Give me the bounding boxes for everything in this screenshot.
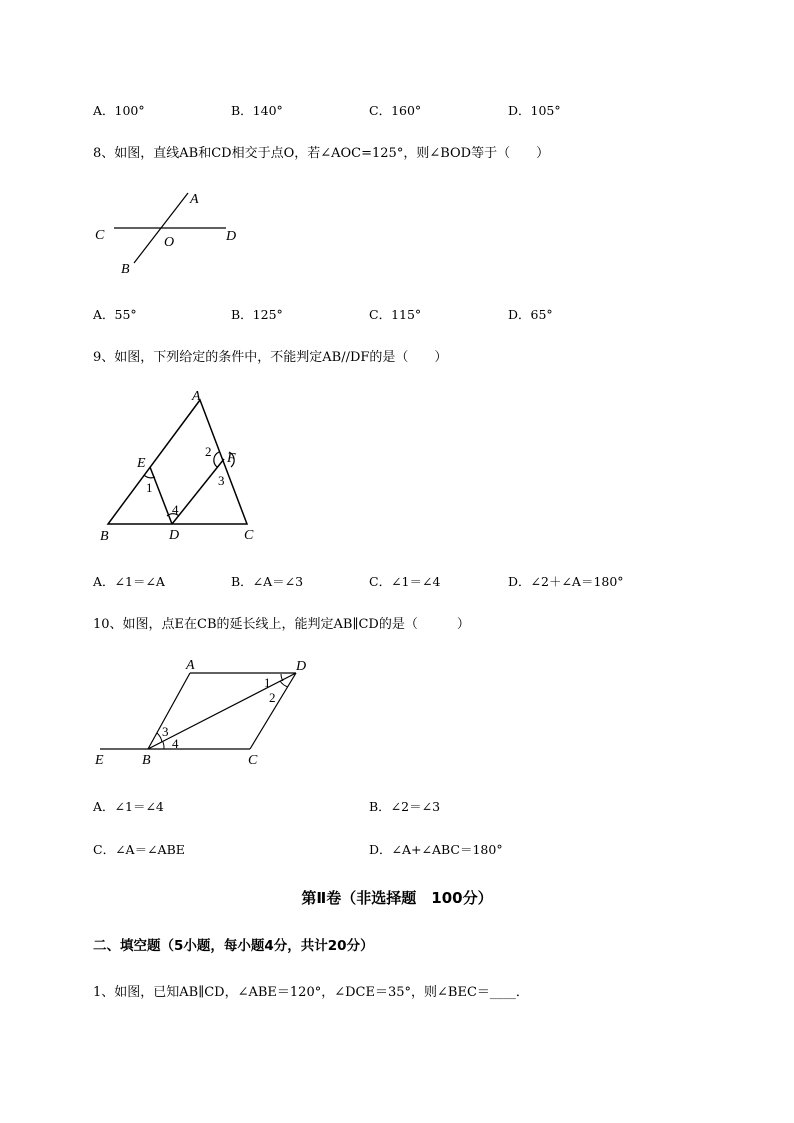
q9-angle-2: 2 — [205, 444, 212, 459]
q8-stem: 8、如图，直线AB和CD相交于点O，若∠AOC=125°，则∠BOD等于（ ） — [93, 146, 550, 161]
q9-label-a: A — [192, 389, 201, 404]
q9-label-d: D — [169, 528, 180, 543]
q10-option-d: D．∠A+∠ABC＝180° — [369, 842, 503, 857]
q7-option-d: D．105° — [508, 103, 561, 118]
q8-label-c: C — [95, 228, 105, 243]
segment-df — [172, 459, 224, 524]
q8-label-o: O — [164, 235, 175, 250]
q9-stem: 9、如图，下列给定的条件中，不能判定AB//DF的是（ ） — [93, 350, 448, 365]
q9-label-b: B — [100, 529, 109, 544]
q9-angle-1: 1 — [146, 480, 153, 495]
q7-option-a: A．100° — [93, 103, 145, 118]
part2-title: 第Ⅱ卷（非选择题 100分） — [301, 889, 493, 907]
q10-angle-3: 3 — [162, 724, 169, 739]
q10-label-d: D — [296, 659, 307, 674]
q8-figure — [90, 185, 250, 280]
q10-label-c: C — [248, 753, 258, 768]
q10-option-b: B．∠2＝∠3 — [369, 799, 441, 814]
segment-bd — [148, 673, 296, 749]
q9-option-b: B．∠A＝∠3 — [231, 574, 304, 589]
angle-2-arc — [280, 681, 288, 687]
q8-option-b: B．125° — [231, 307, 283, 322]
q9-option-d: D．∠2＋∠A＝180° — [508, 574, 624, 589]
angle-4-arc — [163, 742, 164, 749]
q10-stem: 10、如图，点E在CB的延长线上，能判定AB∥CD的是（ ） — [93, 617, 470, 632]
q10-angle-1: 1 — [264, 675, 271, 690]
q10-angle-2: 2 — [269, 690, 276, 705]
q10-option-a: A．∠1＝∠4 — [93, 799, 164, 814]
q9-option-a: A．∠1＝∠A — [93, 574, 165, 589]
q8-option-a: A．55° — [93, 307, 137, 322]
q9-option-c: C．∠1＝∠4 — [369, 574, 441, 589]
q8-label-d: D — [226, 229, 237, 244]
angle-2-arc — [214, 452, 219, 467]
part2-q1-stem: 1、如图，已知AB∥CD，∠ABE＝120°，∠DCE＝35°，则∠BEC＝____． — [93, 985, 529, 1000]
q8-option-c: C．115° — [369, 307, 422, 322]
q9-label-e: E — [137, 456, 146, 471]
q9-angle-4: 4 — [172, 502, 179, 517]
section-fill-in-blank: 二、填空题（5小题，每小题4分，共计20分） — [93, 938, 374, 954]
q8-label-b: B — [121, 262, 130, 277]
q10-label-e: E — [95, 753, 104, 768]
q9-label-f: F — [227, 451, 236, 466]
q9-label-c: C — [244, 528, 254, 543]
q10-figure — [90, 655, 320, 770]
q10-option-c: C．∠A＝∠ABE — [93, 842, 185, 857]
q9-figure — [95, 385, 265, 545]
q9-angle-3: 3 — [218, 473, 225, 488]
q8-label-a: A — [190, 192, 199, 207]
q10-label-a: A — [186, 658, 195, 673]
q10-angle-4: 4 — [172, 736, 179, 751]
q8-option-d: D．65° — [508, 307, 553, 322]
q10-label-b: B — [142, 753, 151, 768]
q7-option-b: B．140° — [231, 103, 283, 118]
q7-option-c: C．160° — [369, 103, 422, 118]
